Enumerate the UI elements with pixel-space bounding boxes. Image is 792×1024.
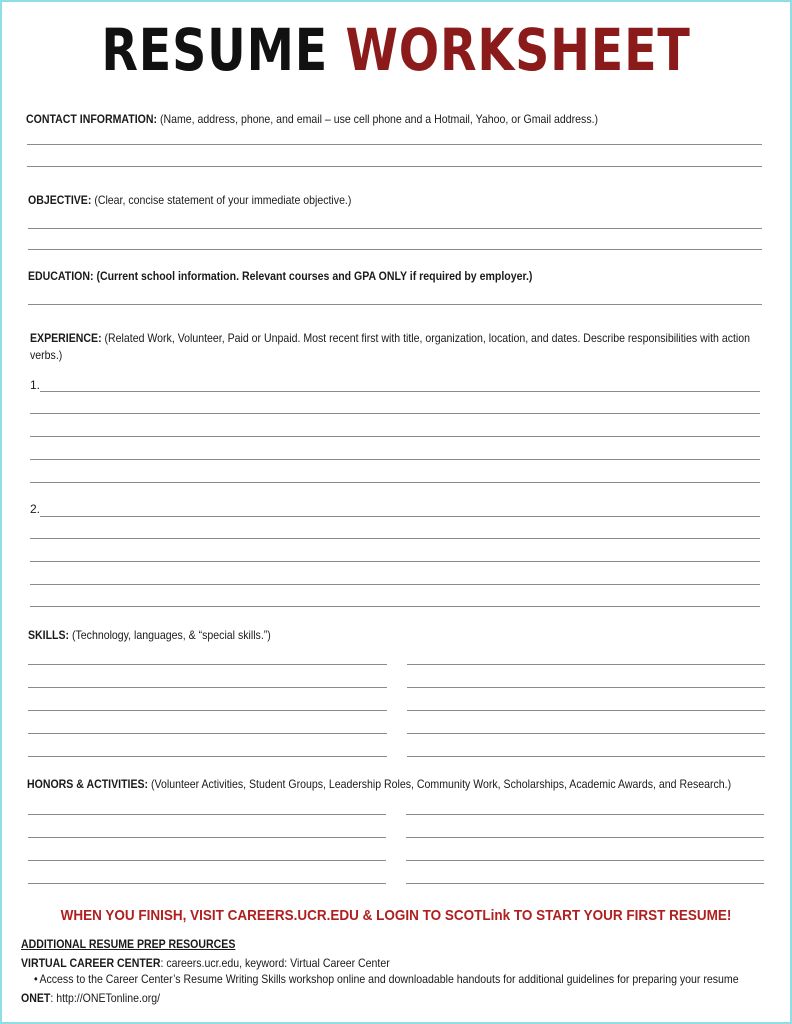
objective-hint: (Clear, concise statement of your immediate objective.) [94, 193, 352, 207]
contact-section-label [26, 111, 598, 128]
honors-left-line-3[interactable] [28, 860, 386, 861]
skills-left-line-5[interactable] [28, 756, 387, 757]
skills-right-line-1[interactable] [407, 664, 765, 665]
title-worksheet: WORKSHEET [345, 16, 691, 84]
contact-hint: (Name, address, phone, and email – use cell phone and a Hotmail, Yahoo, or Gmail address.) [159, 112, 599, 126]
experience-1-line-2[interactable] [30, 413, 760, 414]
experience-2-line-2[interactable] [30, 538, 760, 539]
skills-left-line-1[interactable] [28, 664, 387, 665]
contact-line-1[interactable] [27, 144, 762, 145]
skills-left-line-2[interactable] [28, 687, 387, 688]
honors-hint: (Volunteer Activities, Student Groups, Leadership Roles, Community Work, Scholarships, Academic Awards, and Research.) [150, 777, 732, 791]
resources-heading: ADDITIONAL RESUME PREP RESOURCES [21, 937, 236, 951]
education-line-1[interactable] [28, 304, 762, 305]
objective-line-1[interactable] [28, 228, 762, 229]
vcc-line [21, 955, 390, 971]
experience-label: EXPERIENCE: [30, 331, 102, 345]
experience-2-line-3[interactable] [30, 561, 760, 562]
skills-right-line-5[interactable] [407, 756, 765, 757]
objective-section-label [28, 192, 351, 209]
honors-left-line-2[interactable] [28, 837, 386, 838]
bullet-icon: • [34, 972, 38, 986]
skills-section-label [28, 627, 271, 644]
objective-line-2[interactable] [28, 249, 762, 250]
education-label: EDUCATION: [28, 269, 94, 283]
honors-section-label [27, 776, 757, 793]
honors-right-line-4[interactable] [406, 883, 764, 884]
skills-right-line-4[interactable] [407, 733, 765, 734]
contact-label: CONTACT INFORMATION: [26, 112, 158, 126]
skills-label: SKILLS: [28, 628, 70, 642]
skills-right-line-2[interactable] [407, 687, 765, 688]
objective-label: OBJECTIVE: [28, 193, 92, 207]
experience-1-line-5[interactable] [30, 482, 760, 483]
onet-line [21, 990, 160, 1006]
honors-left-line-4[interactable] [28, 883, 386, 884]
experience-2-line-1[interactable] [40, 516, 760, 517]
honors-right-line-1[interactable] [406, 814, 764, 815]
skills-hint: (Technology, languages, & “special skills.”) [72, 628, 271, 642]
vcc-label: VIRTUAL CAREER CENTER [21, 956, 161, 970]
experience-2-line-5[interactable] [30, 606, 760, 607]
skills-left-line-4[interactable] [28, 733, 387, 734]
experience-1-line-3[interactable] [30, 436, 760, 437]
onet-text: : http://ONETonline.org/ [50, 991, 161, 1005]
experience-entry-1-number: 1. [30, 378, 41, 392]
call-to-action: WHEN YOU FINISH, VISIT CAREERS.UCR.EDU & LOGIN TO SCOTLink TO START YOUR FIRST RESUME! [60, 907, 732, 924]
education-section-label [28, 268, 532, 285]
experience-1-line-1[interactable] [40, 391, 760, 392]
vcc-bullet-item [34, 971, 739, 987]
title-resume: RESUME [101, 16, 329, 84]
onet-label: ONET [21, 991, 51, 1005]
skills-left-line-3[interactable] [28, 710, 387, 711]
experience-entry-2-number: 2. [30, 502, 41, 516]
experience-2-line-4[interactable] [30, 584, 760, 585]
experience-1-line-4[interactable] [30, 459, 760, 460]
vcc-bullet-text: Access to the Career Center’s Resume Writing Skills workshop online and downloadable handouts for additional guidelines for preparing your resume [39, 972, 739, 986]
vcc-text: : careers.ucr.edu, keyword: Virtual Career Center [160, 956, 390, 970]
experience-section-label [30, 330, 760, 364]
education-hint: (Current school information. Relevant courses and GPA ONLY if required by employer.) [96, 269, 533, 283]
skills-right-line-3[interactable] [407, 710, 765, 711]
honors-label: HONORS & ACTIVITIES: [27, 777, 149, 791]
honors-left-line-1[interactable] [28, 814, 386, 815]
page-title [71, 14, 720, 86]
experience-hint: (Related Work, Volunteer, Paid or Unpaid. Most recent first with title, organization, location, and dates. Describe responsibilities with action verbs.) [30, 331, 751, 362]
honors-right-line-3[interactable] [406, 860, 764, 861]
contact-line-2[interactable] [27, 166, 762, 167]
honors-right-line-2[interactable] [406, 837, 764, 838]
